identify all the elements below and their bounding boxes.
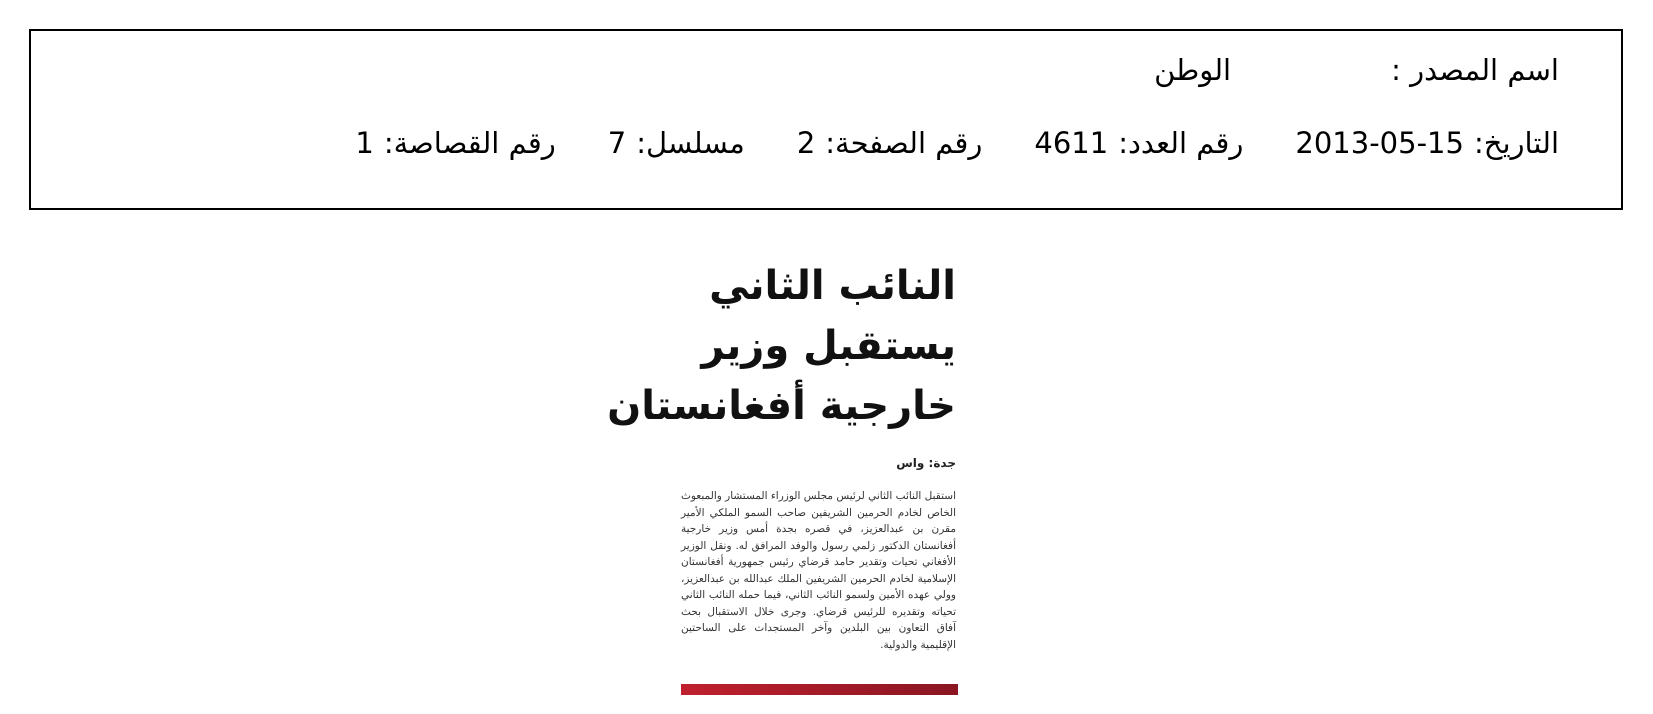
issue-value: 4611 (1034, 126, 1109, 160)
source-row (1154, 53, 1559, 87)
source-info-box (29, 29, 1623, 210)
date-label: التاريخ: (1473, 126, 1559, 160)
page-value: 2 (796, 126, 816, 160)
page-label: رقم الصفحة: (825, 126, 983, 160)
article-body: استقبل النائب الثاني لرئيس مجلس الوزراء المستشار والمبعوث الخاص لخادم الحرمين الشريفين صاحب السمو الملكي الأمير مقرن بن عبدالعزيز، في قصره بجدة أمس وزير خارجية أفغانستان الدكتور زلمي رسول والوفد المرافق له. ونقل الوزير الأفغاني تحيات وتقدير حامد قرضاي رئيس جمهورية أفغانستان الإسلامية لخادم الحرمين الشريفين الملك عبدالله بن عبدالعزيز، وولي عهده الأمين ولسمو النائب الثاني، فيما حمله النائب الثاني تحياته وتقديره للرئيس قرضاي. وجرى خلال الاستقبال بحث آفاق التعاون بين البلدين وآخر المستجدات على الساحتين الإقليمية والدولية. (681, 490, 956, 651)
headline-line: يستقبل وزير (701, 323, 956, 369)
serial-value: 7 (607, 126, 627, 160)
issue-field (1034, 126, 1243, 160)
newspaper-clipping (607, 238, 958, 696)
page-field (797, 126, 983, 160)
clip-field (355, 126, 555, 160)
article-byline: جدة: واس (896, 456, 956, 470)
source-value: الوطن (1154, 53, 1232, 87)
date-value: 2013-05-15 (1295, 126, 1464, 160)
article-headline (607, 256, 956, 436)
details-row (355, 126, 1559, 160)
source-label: اسم المصدر : (1391, 53, 1559, 87)
headline-line: النائب الثاني (709, 263, 956, 309)
clip-value: 1 (355, 126, 374, 160)
headline-line: خارجية أفغانستان (607, 383, 956, 429)
serial-field (608, 126, 745, 160)
red-divider-bar (681, 684, 958, 695)
clip-label: رقم القصاصة: (383, 126, 556, 160)
date-field (1295, 126, 1559, 160)
serial-label: مسلسل: (636, 126, 745, 160)
issue-label: رقم العدد: (1118, 126, 1244, 160)
